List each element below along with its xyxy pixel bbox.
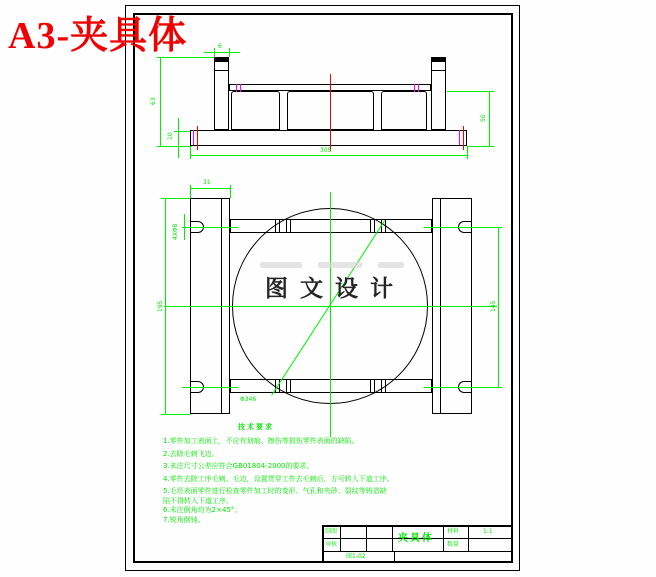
tech-line-4: 4.零件去除工序毛刺、毛边，设置贯穿工件去毛刺后，方可转入下道工序。 — [163, 475, 394, 483]
base-plate — [190, 130, 467, 146]
slot-centerline — [182, 387, 238, 388]
watermark-smudge — [260, 262, 302, 268]
material-label: 材料 — [447, 528, 460, 535]
dim-base-thickness: 10 — [167, 132, 174, 140]
pocket-1 — [231, 91, 280, 130]
dim-line — [165, 198, 166, 414]
title-block-vline — [366, 525, 367, 551]
ext-line — [157, 146, 190, 147]
right-post-notch-line — [431, 70, 446, 71]
hidden-line — [459, 130, 460, 145]
front-centerline — [330, 74, 331, 151]
check-label: 审核 — [325, 541, 338, 548]
dim-overall-width: 305 — [320, 147, 332, 154]
hidden-line — [236, 84, 237, 92]
draw-label: 制图 — [325, 528, 338, 535]
dim-line — [190, 188, 231, 189]
dim-right-depth: 50 — [480, 114, 487, 122]
hidden-line — [193, 130, 194, 145]
ext-line — [447, 91, 494, 92]
dim-plan-right-span: 145 — [490, 300, 497, 312]
dim-left-height: 63 — [150, 97, 157, 105]
dim-line — [204, 52, 240, 53]
tech-heading: 技术要求 — [238, 423, 274, 431]
scale-value: 1:1 — [483, 528, 493, 535]
dim-line — [190, 155, 468, 156]
ext-line — [467, 146, 468, 159]
dim-circle-diameter: Φ346 — [240, 396, 257, 403]
page-title: A3-夹具体 — [8, 15, 188, 57]
slot-centerline — [182, 227, 238, 228]
dim-line — [160, 57, 161, 146]
qty-label: 数量 — [447, 541, 460, 548]
title-block-vline — [392, 525, 393, 551]
right-post — [431, 57, 446, 130]
right-post-cap — [431, 57, 446, 62]
title-block-vline — [443, 525, 444, 551]
watermark-smudge — [378, 262, 404, 268]
tech-line-5: 5.毛坯表面零件进行检查零件加工时的变形、气孔和夹砂、裂纹等铸造缺 — [163, 487, 387, 495]
ext-line — [467, 146, 494, 147]
dim-line — [498, 227, 499, 387]
pocket-3 — [381, 91, 427, 130]
left-section-tick — [197, 126, 198, 150]
left-post-cap — [214, 57, 229, 62]
right-section-tick — [463, 126, 464, 150]
tech-line-1: 1.零件加工表面上，不应有划痕、擦伤等损伤零件表面的缺陷。 — [163, 437, 359, 445]
hidden-line — [414, 84, 415, 92]
part-name: 夹具体 — [398, 533, 434, 544]
ext-line — [190, 146, 191, 159]
tech-line-3: 3.未注尺寸公差应符合GB01804-2000的要求。 — [163, 462, 314, 470]
title-block-vline — [340, 525, 341, 551]
hidden-line — [240, 84, 241, 92]
ext-line — [157, 57, 214, 58]
dim-line — [184, 214, 185, 240]
tech-line-6: 6.未注倒角均为2×45°。 — [163, 506, 242, 514]
dim-plate-width: 31 — [203, 179, 211, 186]
tech-line-2: 2.去除毛刺飞边。 — [163, 450, 219, 458]
dim-post-width: 6 — [218, 43, 222, 50]
dim-plan-left-height: 195 — [157, 300, 164, 312]
tech-line-7: 7.锐角倒钝。 — [163, 516, 205, 524]
dim-line — [178, 118, 179, 158]
title-block-vline — [394, 551, 395, 563]
vertical-centerline — [330, 192, 331, 437]
ext-line — [161, 414, 190, 415]
title-block-hline — [322, 551, 513, 552]
ext-line — [174, 131, 190, 132]
drawing-number: 图1-02 — [346, 553, 366, 560]
hidden-line — [418, 84, 419, 92]
dim-slot-note: 4XΦ8 — [172, 223, 179, 240]
left-post — [214, 57, 229, 130]
title-block-vline — [468, 525, 469, 551]
dim-line — [489, 91, 490, 146]
tech-line-5b: 陷不得转入下道工序。 — [163, 497, 233, 505]
ext-line — [190, 185, 191, 198]
watermark-smudge — [318, 262, 362, 268]
ext-line — [472, 387, 502, 388]
ext-line — [230, 185, 231, 198]
left-post-notch-line — [214, 70, 229, 71]
watermark-text: 图 文 设 计 — [264, 275, 396, 302]
